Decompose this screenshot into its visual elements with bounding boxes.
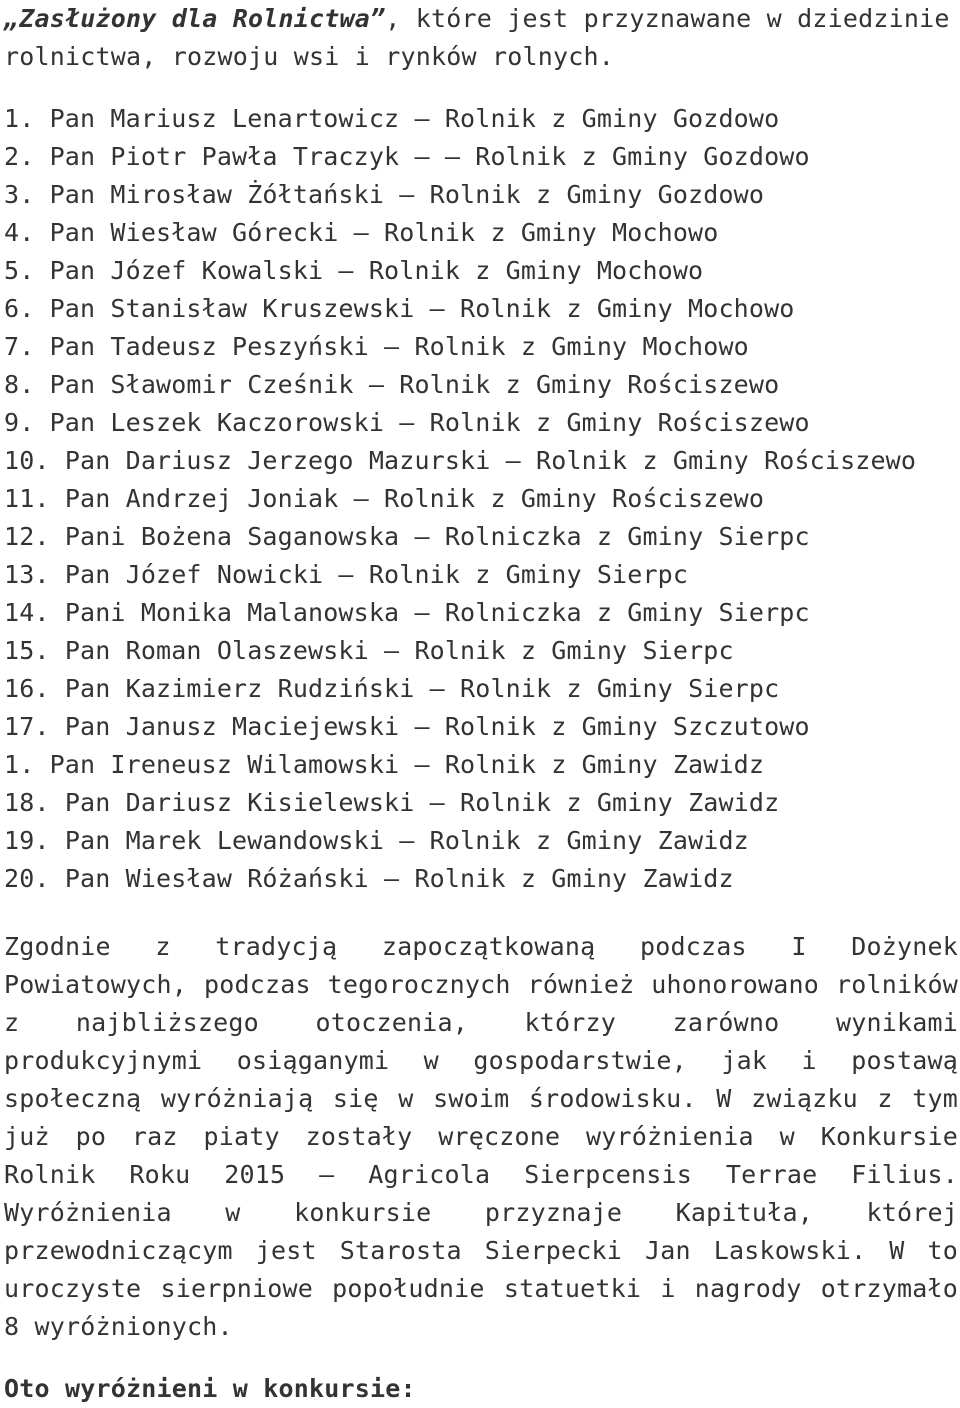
list-item	[4, 404, 958, 442]
list-item-text: Pan Tadeusz Peszyński – Rolnik z Gminy Mochowo	[49, 332, 749, 361]
list-item-text: Pan Marek Lewandowski – Rolnik z Gminy Zawidz	[64, 826, 749, 855]
list-item-text: Pan Mariusz Lenartowicz – Rolnik z Gminy Gozdowo	[49, 104, 780, 133]
list-item	[4, 214, 958, 252]
list-item-text: Pan Sławomir Cześnik – Rolnik z Gminy Rościszewo	[49, 370, 780, 399]
list-item-number: 12.	[4, 522, 50, 551]
honoree-list	[4, 100, 958, 898]
list-item-text: Pan Wiesław Różański – Rolnik z Gminy Zawidz	[64, 864, 734, 893]
list-item	[4, 746, 958, 784]
list-item	[4, 100, 958, 138]
list-item-number: 10.	[4, 446, 50, 475]
list-item-number: 13.	[4, 560, 50, 589]
list-item-number: 9.	[4, 408, 35, 437]
award-name: „Zasłużony dla Rolnictwa”	[4, 4, 386, 33]
list-item	[4, 176, 958, 214]
list-item-text: Pan Andrzej Joniak – Rolnik z Gminy Rościszewo	[64, 484, 765, 513]
list-item-text: Pan Dariusz Kisielewski – Rolnik z Gminy Zawidz	[64, 788, 780, 817]
list-item	[4, 822, 958, 860]
body-paragraph: Zgodnie z tradycją zapoczątkowaną podczas I Dożynek Powiatowych, podczas tegorocznych również uhonorowano rolników z najbliższego otoczenia, którzy zarówno wynikami produkcyjnymi osiąganymi w gospodarstwie, jak i postawą społeczną wyróżniają się w swoim środowisku. W związku z tym już po raz piaty zostały wręczone wyróżnienia w Konkursie Rolnik Roku 2015 – Agricola Sierpcensis Terrae Filius. Wyróżnienia w konkursie przyznaje Kapituła, której przewodniczącym jest Starosta Sierpecki Jan Laskowski. W to uroczyste sierpniowe popołudnie statuetki i nagrody otrzymało 8 wyróżnionych.	[4, 932, 958, 1341]
list-item-number: 11.	[4, 484, 50, 513]
list-item-number: 4.	[4, 218, 35, 247]
list-item	[4, 556, 958, 594]
list-item-number: 1.	[4, 104, 35, 133]
list-item	[4, 708, 958, 746]
list-item-number: 15.	[4, 636, 50, 665]
list-item-text: Pan Kazimierz Rudziński – Rolnik z Gminy Sierpc	[64, 674, 780, 703]
list-item-number: 1.	[4, 750, 35, 779]
list-item-number: 20.	[4, 864, 50, 893]
list-item-text: Pan Roman Olaszewski – Rolnik z Gminy Sierpc	[64, 636, 734, 665]
list-item-text: Pan Mirosław Żółtański – Rolnik z Gminy Gozdowo	[49, 180, 765, 209]
list-item-number: 18.	[4, 788, 50, 817]
list-item-number: 6.	[4, 294, 35, 323]
list-item	[4, 138, 958, 176]
list-item-number: 5.	[4, 256, 35, 285]
intro-text: , które jest przyznawane w dziedzinie rolnictwa, rozwoju wsi i rynków rolnych.	[4, 4, 950, 71]
subheading: Oto wyróżnieni w konkursie:	[4, 1374, 416, 1403]
list-item	[4, 442, 958, 480]
list-item	[4, 366, 958, 404]
list-item	[4, 784, 958, 822]
list-item	[4, 518, 958, 556]
list-item	[4, 670, 958, 708]
list-item-text: Pan Dariusz Jerzego Mazurski – Rolnik z Gminy Rościszewo	[64, 446, 917, 475]
document-page	[4, 0, 958, 1408]
list-item-text: Pan Wiesław Górecki – Rolnik z Gminy Mochowo	[49, 218, 719, 247]
list-item-text: Pan Józef Kowalski – Rolnik z Gminy Mochowo	[49, 256, 704, 285]
list-item-number: 2.	[4, 142, 35, 171]
list-item-number: 19.	[4, 826, 50, 855]
list-item	[4, 290, 958, 328]
list-item	[4, 594, 958, 632]
list-item-text: Pan Piotr Pawła Traczyk – – Rolnik z Gminy Gozdowo	[49, 142, 810, 171]
list-item-text: Pan Janusz Maciejewski – Rolnik z Gminy Szczutowo	[64, 712, 810, 741]
list-item-text: Pan Leszek Kaczorowski – Rolnik z Gminy Rościszewo	[49, 408, 810, 437]
list-item-number: 8.	[4, 370, 35, 399]
list-item	[4, 632, 958, 670]
list-item-text: Pani Monika Malanowska – Rolniczka z Gminy Sierpc	[64, 598, 810, 627]
list-item-number: 17.	[4, 712, 50, 741]
list-item-text: Pan Ireneusz Wilamowski – Rolnik z Gminy Zawidz	[49, 750, 765, 779]
list-item	[4, 860, 958, 898]
list-item-text: Pani Bożena Saganowska – Rolniczka z Gminy Sierpc	[64, 522, 810, 551]
list-item-number: 16.	[4, 674, 50, 703]
intro-paragraph	[4, 0, 958, 76]
list-item-text: Pan Józef Nowicki – Rolnik z Gminy Sierpc	[64, 560, 689, 589]
list-item-number: 3.	[4, 180, 35, 209]
list-item-text: Pan Stanisław Kruszewski – Rolnik z Gminy Mochowo	[49, 294, 795, 323]
list-item	[4, 328, 958, 366]
list-item-number: 14.	[4, 598, 50, 627]
list-item-number: 7.	[4, 332, 35, 361]
list-item	[4, 252, 958, 290]
list-item	[4, 480, 958, 518]
